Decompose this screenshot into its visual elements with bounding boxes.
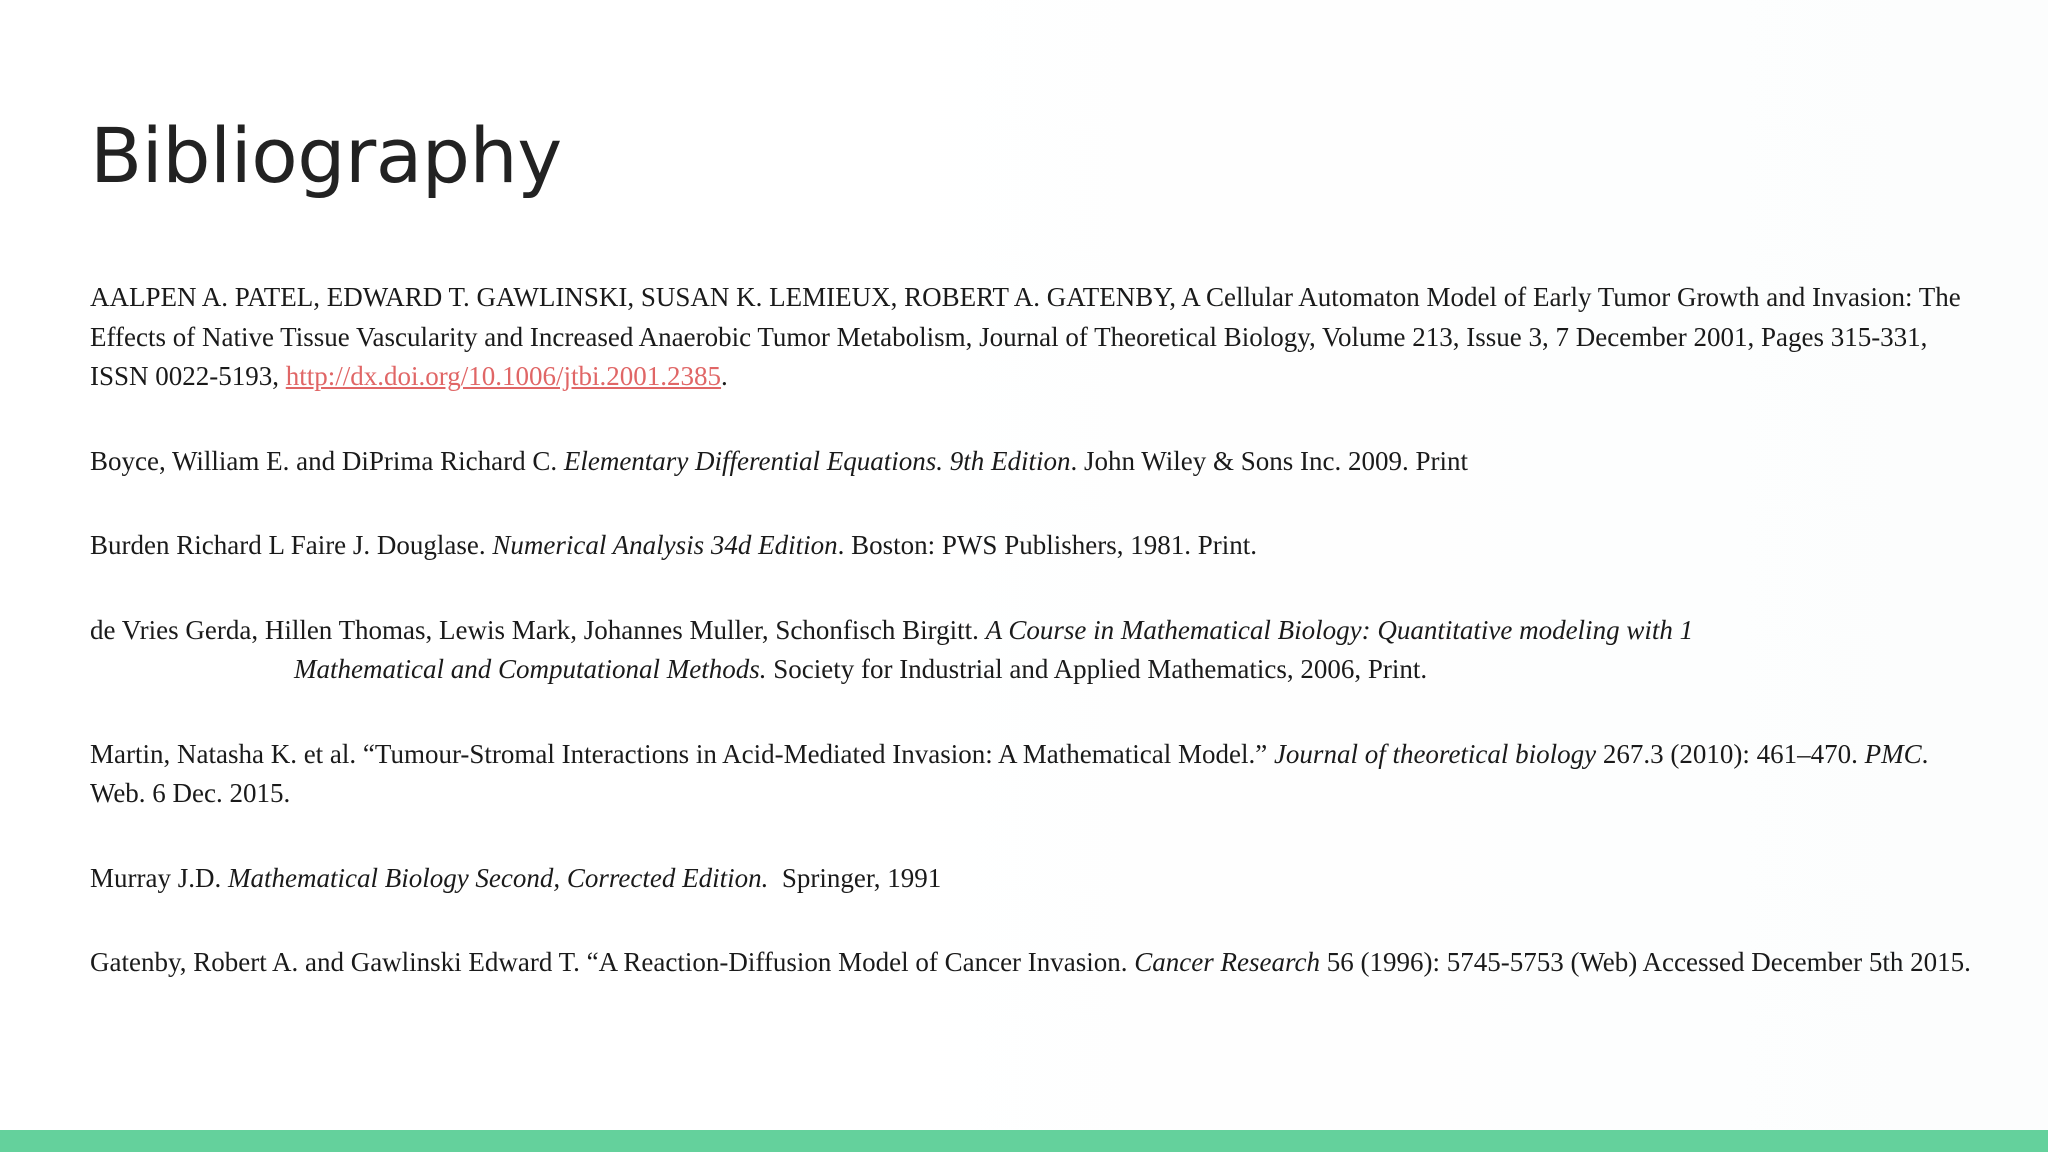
bibliography-list xyxy=(90,278,1980,1028)
reference-title: A Course in Mathematical Biology: Quantitative modeling with 1 xyxy=(985,614,1694,645)
reference-text: AALPEN A. PATEL, EDWARD T. GAWLINSKI, SUSAN K. LEMIEUX, ROBERT A. GATENBY, A Cellular Automaton Model of Early Tumor Growth and Invasion: The Effects of Native Tissue Vascularity and Increased Anaerobic Tumor Metabolism, Journal of Theoretical Biology, Volume 213, Issue 3, 7 December 2001, Pages 315-331, ISSN 0022-5193, xyxy=(90,282,1961,391)
reference-martin xyxy=(90,735,1980,814)
reference-text: Murray J.D. xyxy=(90,862,228,893)
reference-text: Society for Industrial and Applied Mathematics, 2006, Print. xyxy=(766,654,1428,684)
reference-title: Mathematical Biology Second, Corrected Edition. xyxy=(227,862,769,893)
reference-title: Elementary Differential Equations. 9th Edition xyxy=(563,445,1071,476)
reference-text: Burden Richard L Faire J. Douglase. xyxy=(90,530,493,560)
reference-source: PMC xyxy=(1864,738,1922,769)
reference-text: 267.3 (2010): 461–470. xyxy=(1596,738,1865,769)
reference-text: . Boston: PWS Publishers, 1981. Print. xyxy=(837,530,1257,560)
reference-burden xyxy=(90,526,1980,566)
reference-text: 56 (1996): 5745-5753 (Web) Accessed December 5th 2015. xyxy=(1319,947,1971,977)
reference-murray xyxy=(90,859,1980,899)
reference-title: Mathematical and Computational Methods. xyxy=(294,654,767,684)
reference-patel xyxy=(90,278,1980,397)
page-title: Bibliography xyxy=(90,111,562,200)
reference-text: . xyxy=(721,361,728,391)
reference-de-vries xyxy=(90,611,1980,690)
reference-text: Boyce, William E. and DiPrima Richard C. xyxy=(90,445,564,476)
reference-text: . Web. 6 Dec. 2015. xyxy=(90,738,1929,808)
reference-text: de Vries Gerda, Hillen Thomas, Lewis Mark, Johannes Muller, Schonfisch Birgitt. xyxy=(90,614,986,645)
doi-link[interactable]: http://dx.doi.org/10.1006/jtbi.2001.2385 xyxy=(285,361,722,391)
reference-title: Numerical Analysis 34d Edition xyxy=(492,530,838,560)
reference-journal: Cancer Research xyxy=(1134,947,1320,977)
reference-text: . John Wiley & Sons Inc. 2009. Print xyxy=(1070,445,1468,476)
reference-text: Martin, Natasha K. et al. “Tumour-Stromal Interactions in Acid-Mediated Invasion: A Mathematical Model.” xyxy=(90,738,1274,769)
footer-accent-bar xyxy=(0,1130,2048,1152)
reference-gatenby xyxy=(90,943,1980,983)
reference-journal: Journal of theoretical biology xyxy=(1273,738,1597,769)
reference-continuation xyxy=(90,650,1980,690)
reference-text: Springer, 1991 xyxy=(768,862,942,893)
reference-text: Gatenby, Robert A. and Gawlinski Edward T. “A Reaction-Diffusion Model of Cancer Invasion. xyxy=(90,947,1135,977)
reference-boyce xyxy=(90,442,1980,482)
